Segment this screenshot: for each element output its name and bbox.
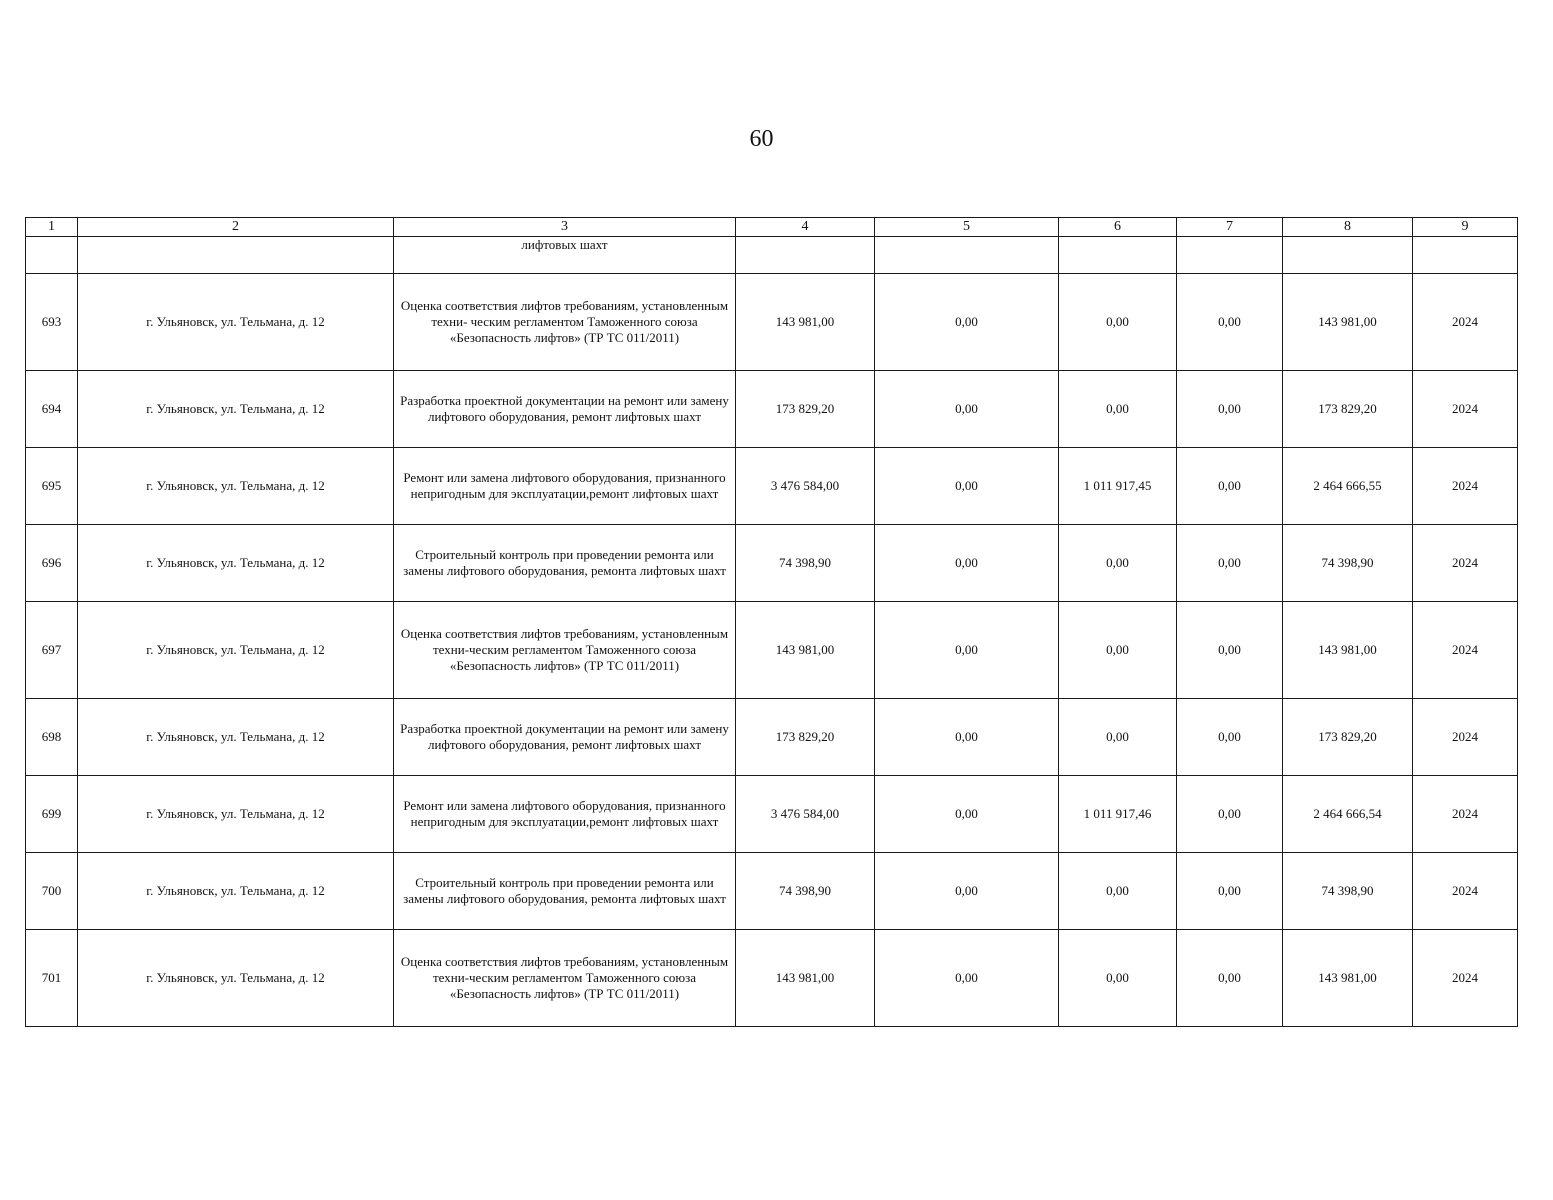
column-header: 8 [1283, 218, 1413, 237]
cost-col-6: 0,00 [1059, 602, 1177, 699]
cost-col-5: 0,00 [875, 853, 1059, 930]
row-number: 698 [26, 699, 78, 776]
cost-col-6: 0,00 [1059, 853, 1177, 930]
cost-col-5: 0,00 [875, 525, 1059, 602]
column-number-row [26, 218, 1518, 237]
cost-col-6: 0,00 [1059, 525, 1177, 602]
row-number: 697 [26, 602, 78, 699]
cost-col-8: 2 464 666,54 [1283, 776, 1413, 853]
table-row [26, 699, 1518, 776]
table-row [26, 274, 1518, 371]
column-header: 5 [875, 218, 1059, 237]
column-header: 1 [26, 218, 78, 237]
year-cell: 2024 [1413, 602, 1518, 699]
cost-total: 74 398,90 [736, 853, 875, 930]
cost-col-7: 0,00 [1177, 448, 1283, 525]
cost-col-6: 0,00 [1059, 699, 1177, 776]
year-cell: 2024 [1413, 699, 1518, 776]
address-cell: г. Ульяновск, ул. Тельмана, д. 12 [78, 930, 394, 1027]
table-row [26, 448, 1518, 525]
year-cell: 2024 [1413, 525, 1518, 602]
cost-total: 173 829,20 [736, 699, 875, 776]
cost-col-5: 0,00 [875, 776, 1059, 853]
cost-col-8: 173 829,20 [1283, 371, 1413, 448]
cost-col-8: 74 398,90 [1283, 525, 1413, 602]
cost-total: 74 398,90 [736, 525, 875, 602]
page-number: 60 [749, 126, 774, 152]
address-cell: г. Ульяновск, ул. Тельмана, д. 12 [78, 274, 394, 371]
cost-col-8: 2 464 666,55 [1283, 448, 1413, 525]
address-cell: г. Ульяновск, ул. Тельмана, д. 12 [78, 448, 394, 525]
address-cell: г. Ульяновск, ул. Тельмана, д. 12 [78, 525, 394, 602]
cost-col-5: 0,00 [875, 602, 1059, 699]
year-cell: 2024 [1413, 274, 1518, 371]
table-row [26, 371, 1518, 448]
row-number: 696 [26, 525, 78, 602]
work-description: Ремонт или замена лифтового оборудования, признанного непригодным для эксплуатации,ремонт лифтовых шахт [394, 776, 736, 853]
work-description: Разработка проектной документации на ремонт или замену лифтового оборудования, ремонт лифтовых шахт [394, 699, 736, 776]
cost-col-7: 0,00 [1177, 525, 1283, 602]
cost-total: 173 829,20 [736, 371, 875, 448]
cost-col-6: 0,00 [1059, 371, 1177, 448]
year-cell: 2024 [1413, 930, 1518, 1027]
work-description: Ремонт или замена лифтового оборудования, признанного непригодным для эксплуатации,ремонт лифтовых шахт [394, 448, 736, 525]
row-number: 694 [26, 371, 78, 448]
cost-col-6: 0,00 [1059, 930, 1177, 1027]
cost-col-7: 0,00 [1177, 274, 1283, 371]
table-row [26, 930, 1518, 1027]
work-description: Оценка соответствия лифтов требованиям, установленным техни-ческим регламентом Таможенного союза «Безопасность лифтов» (ТР ТС 011/2011) [394, 602, 736, 699]
cost-col-8: 143 981,00 [1283, 274, 1413, 371]
address-cell: г. Ульяновск, ул. Тельмана, д. 12 [78, 776, 394, 853]
column-header: 7 [1177, 218, 1283, 237]
address-cell: г. Ульяновск, ул. Тельмана, д. 12 [78, 371, 394, 448]
cost-total: 143 981,00 [736, 602, 875, 699]
address-cell: г. Ульяновск, ул. Тельмана, д. 12 [78, 699, 394, 776]
year-cell: 2024 [1413, 371, 1518, 448]
cost-col-6: 1 011 917,45 [1059, 448, 1177, 525]
cost-col-8: 143 981,00 [1283, 930, 1413, 1027]
cost-col-7: 0,00 [1177, 602, 1283, 699]
cost-col-7: 0,00 [1177, 853, 1283, 930]
cost-col-5: 0,00 [875, 930, 1059, 1027]
cost-total: 3 476 584,00 [736, 448, 875, 525]
address-cell: г. Ульяновск, ул. Тельмана, д. 12 [78, 853, 394, 930]
cost-col-8: 173 829,20 [1283, 699, 1413, 776]
row-number: 699 [26, 776, 78, 853]
cost-col-6: 0,00 [1059, 274, 1177, 371]
year-cell: 2024 [1413, 853, 1518, 930]
table-row [26, 776, 1518, 853]
column-header: 4 [736, 218, 875, 237]
work-description: Строительный контроль при проведении ремонта или замены лифтового оборудования, ремонта лифтовых шахт [394, 853, 736, 930]
row-number: 700 [26, 853, 78, 930]
year-cell: 2024 [1413, 776, 1518, 853]
row-number: 701 [26, 930, 78, 1027]
column-header: 9 [1413, 218, 1518, 237]
work-description: Оценка соответствия лифтов требованиям, установленным техни-ческим регламентом Таможенного союза «Безопасность лифтов» (ТР ТС 011/2011) [394, 930, 736, 1027]
row-number: 695 [26, 448, 78, 525]
cost-total: 143 981,00 [736, 274, 875, 371]
column-header: 6 [1059, 218, 1177, 237]
cost-col-7: 0,00 [1177, 371, 1283, 448]
cost-col-7: 0,00 [1177, 776, 1283, 853]
cost-col-5: 0,00 [875, 699, 1059, 776]
table-row [26, 602, 1518, 699]
cost-col-6: 1 011 917,46 [1059, 776, 1177, 853]
cost-col-5: 0,00 [875, 371, 1059, 448]
work-description: Оценка соответствия лифтов требованиям, установленным техни- ческим регламентом Таможенного союза «Безопасность лифтов» (ТР ТС 011/2011) [394, 274, 736, 371]
table-row [26, 853, 1518, 930]
year-cell: 2024 [1413, 448, 1518, 525]
continuation-text: лифтовых шахт [394, 237, 736, 274]
repair-schedule-table [25, 217, 1518, 1027]
address-cell: г. Ульяновск, ул. Тельмана, д. 12 [78, 602, 394, 699]
column-header: 2 [78, 218, 394, 237]
cost-total: 3 476 584,00 [736, 776, 875, 853]
cost-col-5: 0,00 [875, 274, 1059, 371]
work-description: Строительный контроль при проведении ремонта или замены лифтового оборудования, ремонта лифтовых шахт [394, 525, 736, 602]
cost-col-5: 0,00 [875, 448, 1059, 525]
cost-col-8: 74 398,90 [1283, 853, 1413, 930]
row-number: 693 [26, 274, 78, 371]
column-header: 3 [394, 218, 736, 237]
cost-total: 143 981,00 [736, 930, 875, 1027]
cost-col-7: 0,00 [1177, 699, 1283, 776]
work-description: Разработка проектной документации на ремонт или замену лифтового оборудования, ремонт лифтовых шахт [394, 371, 736, 448]
table-row [26, 525, 1518, 602]
cost-col-7: 0,00 [1177, 930, 1283, 1027]
continuation-row [26, 237, 1518, 274]
cost-col-8: 143 981,00 [1283, 602, 1413, 699]
